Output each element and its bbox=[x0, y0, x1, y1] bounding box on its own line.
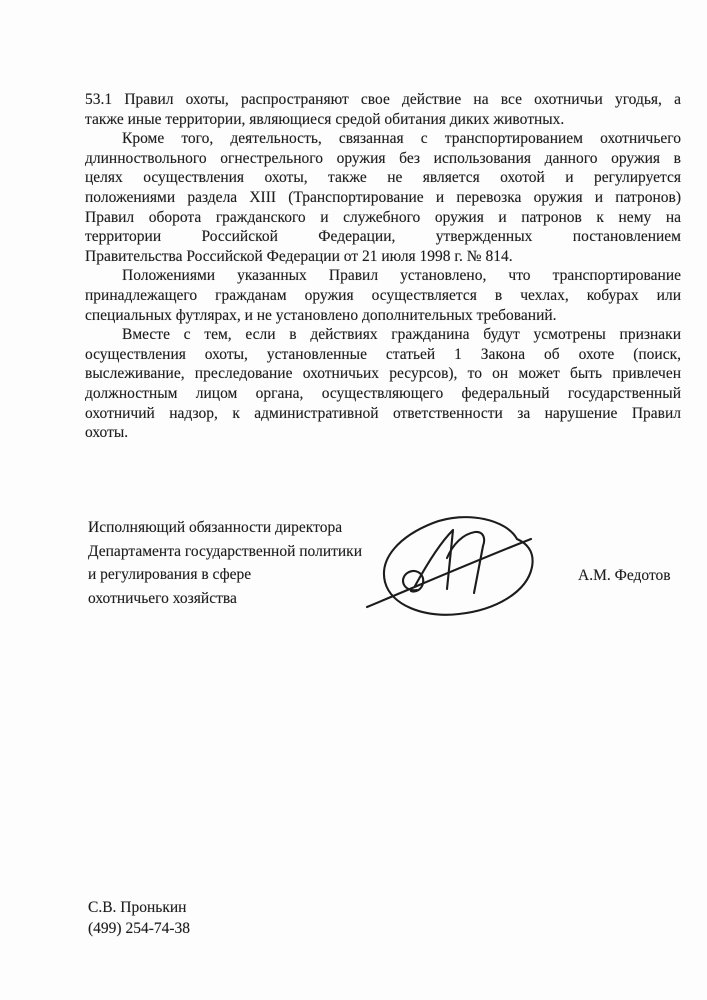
text-line: целях осуществления охоты, также не является охотой и регулируется bbox=[85, 169, 681, 187]
text-line: также иные территории, являющиеся средой обитания диких животных. bbox=[85, 110, 565, 128]
handwritten-signature-icon bbox=[355, 498, 545, 630]
text-line: специальных футлярах, и не установлено дополнительных требований. bbox=[85, 306, 557, 324]
text-line: Кроме того, деятельность, связанная с транспортированием охотничьего bbox=[122, 130, 681, 148]
signatory-title-line: и регулирования в сфере bbox=[88, 566, 252, 583]
text-line: Положениями указанных Правил установлено, что транспортирование bbox=[122, 267, 681, 285]
text-line: должностным лицом органа, осуществляющего федеральный государственный bbox=[85, 384, 681, 402]
executor-phone: (499) 254-74-38 bbox=[88, 920, 191, 937]
text-line: осуществления охоты, установленные статьей 1 Закона об охоте (поиск, bbox=[85, 345, 681, 363]
text-line: охотничий надзор, к административной ответственности за нарушение Правил bbox=[85, 404, 681, 422]
text-line: 53.1 Правил охоты, распространяют свое действие на все охотничьи угодья, а bbox=[85, 91, 681, 108]
text-line: Правил оборота гражданского и служебного оружия и патронов к нему на bbox=[85, 208, 681, 226]
paragraph bbox=[85, 129, 681, 266]
text-line: охоты. bbox=[85, 424, 129, 442]
signatory-title-line: охотничьего хозяйства bbox=[88, 589, 237, 607]
signer-name: А.М. Федотов bbox=[578, 567, 671, 584]
text-line: длинноствольного огнестрельного оружия без использования данного оружия в bbox=[85, 149, 681, 167]
text-line: положениями раздела XIII (Транспортирование и перевозка оружия и патронов) bbox=[85, 188, 681, 206]
signatory-title-line: Исполняющий обязанности директора bbox=[88, 519, 343, 536]
text-line: выслеживание, преследование охотничьих ресурсов), то он может быть привлечен bbox=[85, 365, 681, 383]
text-line: Вместе с тем, если в действиях гражданина будут усмотрены признаки bbox=[122, 326, 681, 344]
paragraph bbox=[85, 266, 681, 325]
text-line: Правительства Российской Федерации от 21 июля 1998 г. № 814. bbox=[85, 247, 513, 265]
executor-name: С.В. Пронькин bbox=[88, 899, 187, 916]
document-body bbox=[85, 90, 681, 443]
text-line: принадлежащего гражданам оружия осуществляется в чехлах, кобурах или bbox=[85, 286, 681, 304]
text-line: территории Российской Федерации, утвержденных постановлением bbox=[85, 228, 681, 246]
paragraph bbox=[85, 325, 681, 443]
executor-contact-block bbox=[88, 897, 190, 939]
signatory-title-line: Департамента государственной политики bbox=[88, 542, 363, 560]
paragraph bbox=[85, 90, 681, 129]
